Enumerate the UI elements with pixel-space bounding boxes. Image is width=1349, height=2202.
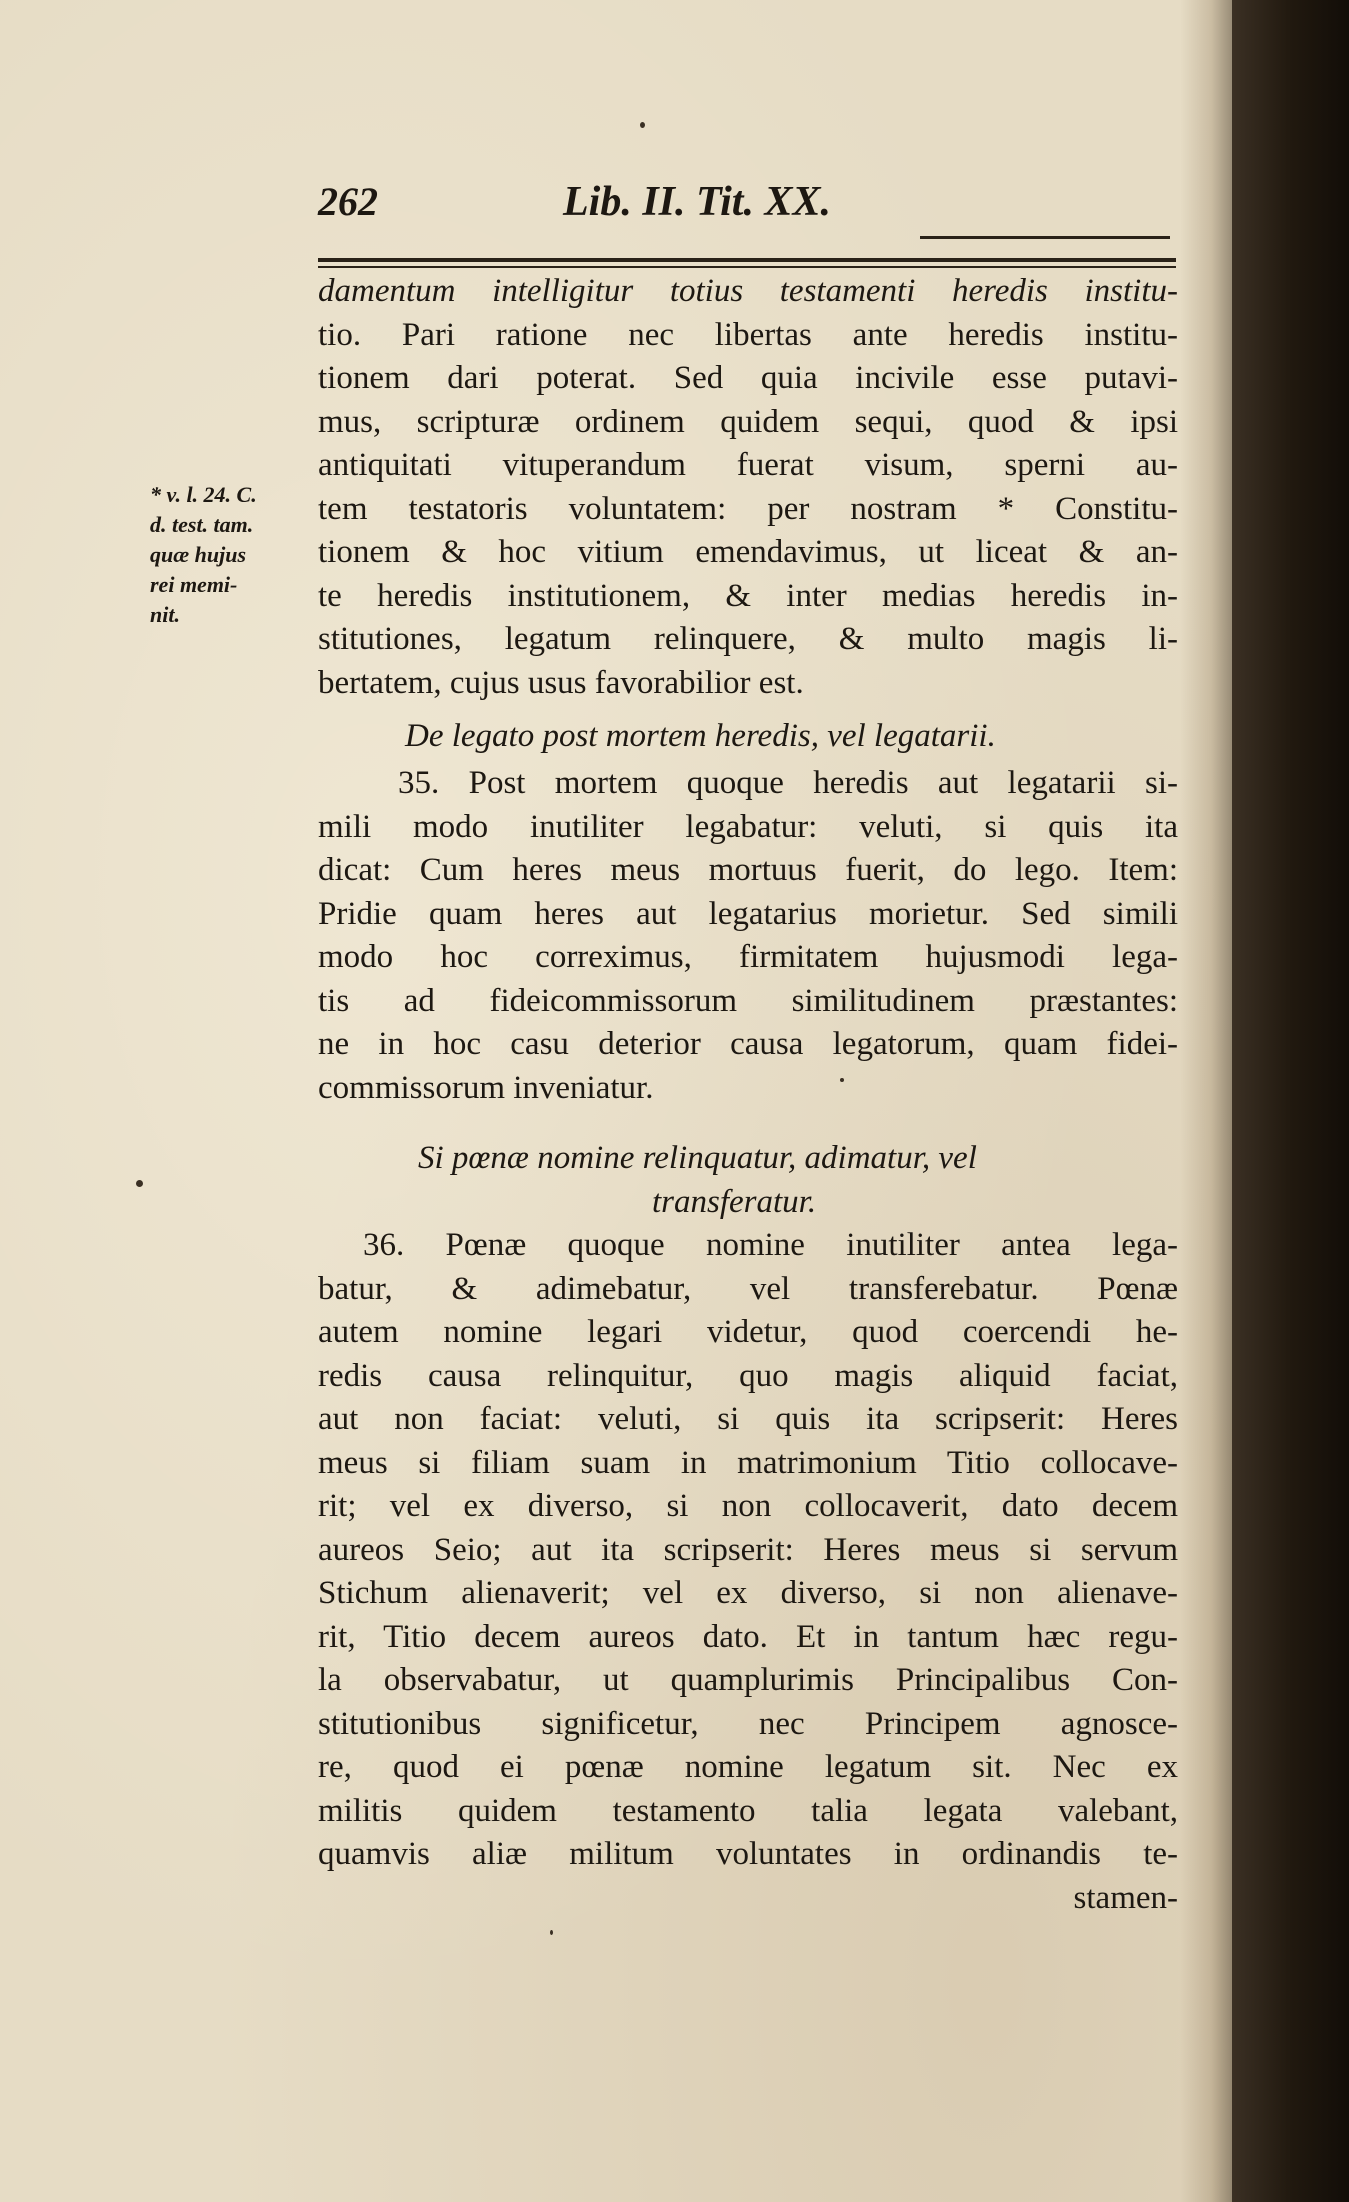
text-line: antiquitati vituperandum fuerat visum, sperni au- <box>318 447 1178 483</box>
text-line: quamvis aliæ militum voluntates in ordinandis te- <box>318 1836 1178 1872</box>
text-line: batur, & adimebatur, vel transferebatur. Pœnæ <box>318 1270 1178 1307</box>
paper-speck <box>840 1078 844 1082</box>
text-line: ne in hoc casu deterior causa legatorum, quam fidei- <box>318 1026 1178 1062</box>
text-line: bertatem, cujus usus favorabilior est. <box>318 664 804 701</box>
text-line: stitutionibus significetur, nec Principem agnosce- <box>318 1705 1178 1742</box>
header-rule <box>318 258 1176 262</box>
text-line: redis causa relinquitur, quo magis aliquid faciat, <box>318 1357 1178 1394</box>
text-line: mili modo inutiliter legabatur: veluti, si quis ita <box>318 808 1178 845</box>
text-line: tem testatoris voluntatem: per nostram * Constitu- <box>318 490 1178 527</box>
text-line: la observabatur, ut quamplurimis Principalibus Con- <box>318 1662 1178 1698</box>
paragraph-35 <box>318 762 1178 1110</box>
margin-note-line: rei memi- <box>150 572 238 597</box>
text-line: aut non faciat: veluti, si quis ita scripserit: Heres <box>318 1401 1178 1437</box>
text-line: stitutiones, legatum relinquere, & multo magis li- <box>318 621 1178 657</box>
text-line: militis quidem testamento talia legata valebant, <box>318 1792 1178 1829</box>
text-line: damentum intelligitur totius testamenti heredis institu- <box>318 273 1178 309</box>
text-line: 35. Post mortem quoque heredis aut legatarii si- <box>398 765 1178 801</box>
paragraph-36 <box>318 1224 1178 1920</box>
text-line: te heredis institutionem, & inter medias heredis in- <box>318 577 1178 614</box>
text-line: tio. Pari ratione nec libertas ante heredis institu- <box>318 316 1178 353</box>
paper-speck <box>640 122 645 128</box>
header-rule-right <box>920 236 1170 239</box>
text-line: meus si filiam suam in matrimonium Titio collocave- <box>318 1444 1178 1481</box>
paper-speck <box>136 1180 143 1187</box>
text-line: 36. Pœnæ quoque nomine inutiliter antea lega- <box>363 1227 1178 1263</box>
paragraph-continuation <box>318 270 1178 705</box>
page-number: 262 <box>318 179 378 224</box>
running-header <box>318 178 1168 238</box>
text-line: aureos Seio; aut ita scripserit: Heres meus si servum <box>318 1531 1178 1568</box>
text-line: autem nomine legari videtur, quod coercendi he- <box>318 1314 1178 1350</box>
text-line: Stichum alienaverit; vel ex diverso, si non alienave- <box>318 1575 1178 1611</box>
margin-note-line: nit. <box>150 602 180 627</box>
catchword: stamen- <box>1073 1879 1178 1916</box>
margin-note-line: quæ hujus <box>150 542 247 567</box>
margin-note-line: * v. l. 24. C. <box>150 482 257 507</box>
section-heading-36: Si pœnæ nomine relinquatur, adimatur, vel <box>418 1140 977 1176</box>
text-line: tionem & hoc vitium emendavimus, ut liceat & an- <box>318 534 1178 570</box>
text-line: dicat: Cum heres meus mortuus fuerit, do lego. Item: <box>318 852 1178 888</box>
margin-note-line: d. test. tam. <box>150 512 254 537</box>
text-line: rit, Titio decem aureos dato. Et in tantum hæc regu- <box>318 1618 1178 1655</box>
text-line: commissorum inveniatur. <box>318 1069 654 1106</box>
text-line: rit; vel ex diverso, si non collocaverit, dato decem <box>318 1488 1178 1524</box>
text-line: modo hoc correximus, firmitatem hujusmodi lega- <box>318 939 1178 975</box>
running-head-title: Lib. II. Tit. XX. <box>563 179 831 225</box>
page-fold-shadow <box>1180 0 1232 2202</box>
header-rule-thin <box>318 266 1176 268</box>
text-line: tis ad fideicommissorum similitudinem præstantes: <box>318 982 1178 1019</box>
section-heading-36-cont: transferatur. <box>652 1184 817 1220</box>
text-line: mus, scripturæ ordinem quidem sequi, quod & ipsi <box>318 403 1178 440</box>
text-line: tionem dari poterat. Sed quia incivile esse putavi- <box>318 360 1178 396</box>
paper-speck <box>550 1930 553 1935</box>
margin-note <box>150 480 310 630</box>
section-heading-35: De legato post mortem heredis, vel legatarii. <box>405 718 996 754</box>
text-line: re, quod ei pœnæ nomine legatum sit. Nec ex <box>318 1749 1178 1785</box>
text-line: Pridie quam heres aut legatarius morietur. Sed simili <box>318 895 1178 932</box>
book-gutter <box>1232 0 1349 2202</box>
